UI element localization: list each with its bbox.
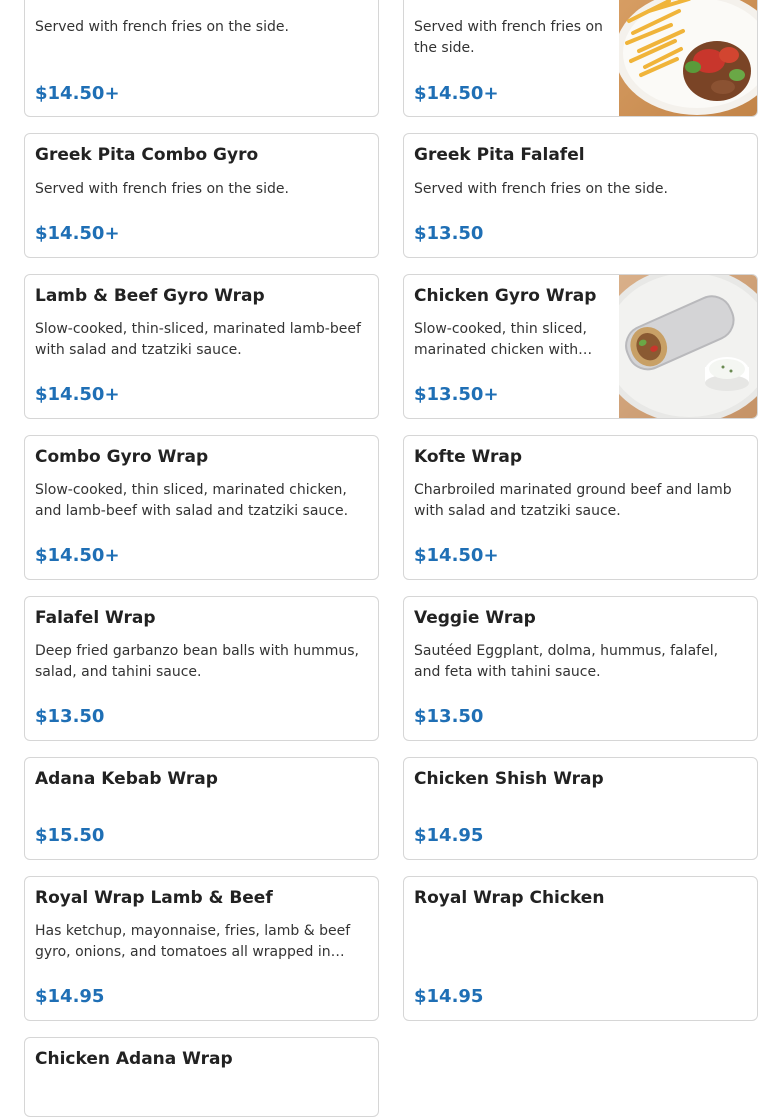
menu-item-price: $13.50 <box>35 706 105 727</box>
menu-item-title: Adana Kebab Wrap <box>35 769 218 789</box>
menu-item-title: Lamb & Beef Gyro Wrap <box>35 286 265 306</box>
menu-item-title: Chicken Shish Wrap <box>414 769 604 789</box>
menu-item-description: Slow-cooked, thin sliced, marinated chicken with… <box>414 321 593 358</box>
menu-item-card[interactable] <box>403 435 758 580</box>
menu-item-price: $14.95 <box>35 986 105 1007</box>
menu-item-title: Greek Pita Falafel <box>414 145 585 165</box>
menu-item-price: $14.50+ <box>35 384 120 405</box>
menu-item-price: $15.50 <box>35 825 105 846</box>
menu-item-price: $14.50+ <box>414 83 499 104</box>
menu-item-card[interactable] <box>24 274 379 419</box>
menu-item-price: $13.50+ <box>414 384 499 405</box>
menu-item-title: Royal Wrap Lamb & Beef <box>35 888 273 908</box>
menu-item-description: Served with french fries on the side. <box>414 181 668 197</box>
menu-item-price: $13.50 <box>414 706 484 727</box>
menu-item-description: Sautéed Eggplant, dolma, hummus, falafel, and feta with tahini sauce. <box>414 643 719 680</box>
menu-item-photo <box>619 275 757 418</box>
menu-item-price: $14.50+ <box>414 545 499 566</box>
menu-item-description: Slow-cooked, thin-sliced, marinated lamb-beef with salad and tzatziki sauce. <box>35 321 361 358</box>
menu-item-description: Served with french fries on the side. <box>35 181 289 197</box>
menu-item-description: Served with french fries on the side. <box>414 19 603 56</box>
menu-item-price: $14.50+ <box>35 545 120 566</box>
menu-item-price: $14.95 <box>414 986 484 1007</box>
menu-item-title: Royal Wrap Chicken <box>414 888 605 908</box>
menu-item-price: $14.50+ <box>35 83 120 104</box>
menu-item-card[interactable] <box>24 1037 379 1117</box>
menu-item-card[interactable] <box>24 596 379 741</box>
menu-item-card[interactable] <box>403 133 758 258</box>
menu-item-card[interactable] <box>24 757 379 860</box>
menu-item-description: Has ketchup, mayonnaise, fries, lamb & beef gyro, onions, and tomatoes all wrapped in… <box>35 923 351 960</box>
menu-item-card[interactable] <box>24 435 379 580</box>
menu-item-card[interactable] <box>403 757 758 860</box>
menu-item-title: Kofte Wrap <box>414 447 523 467</box>
menu-item-title: Falafel Wrap <box>35 608 156 628</box>
menu-item-description: Charbroiled marinated ground beef and lamb with salad and tzatziki sauce. <box>414 482 732 519</box>
menu-item-description: Served with french fries on the side. <box>35 19 289 35</box>
menu-item-price: $14.95 <box>414 825 484 846</box>
menu-item-price: $14.50+ <box>35 223 120 244</box>
menu-item-card[interactable] <box>403 274 758 419</box>
menu-item-card[interactable] <box>24 876 379 1021</box>
menu-item-card[interactable] <box>24 133 379 258</box>
menu-item-title: Combo Gyro Wrap <box>35 447 209 467</box>
menu-item-description: Slow-cooked, thin sliced, marinated chicken, and lamb-beef with salad and tzatziki sauce. <box>35 482 349 519</box>
menu-item-title: Greek Pita Combo Gyro <box>35 145 259 165</box>
menu-item-card[interactable] <box>403 596 758 741</box>
menu-item-title: Chicken Gyro Wrap <box>414 286 597 306</box>
menu-item-title: Chicken Adana Wrap <box>35 1049 233 1069</box>
menu-item-description: Deep fried garbanzo bean balls with hummus, salad, and tahini sauce. <box>35 643 359 680</box>
menu-item-price: $13.50 <box>414 223 484 244</box>
menu-item-card[interactable] <box>403 0 758 117</box>
menu-item-card[interactable] <box>403 876 758 1021</box>
menu-item-card[interactable] <box>24 0 379 117</box>
menu-item-photo <box>619 0 757 116</box>
menu-item-title: Veggie Wrap <box>414 608 536 628</box>
